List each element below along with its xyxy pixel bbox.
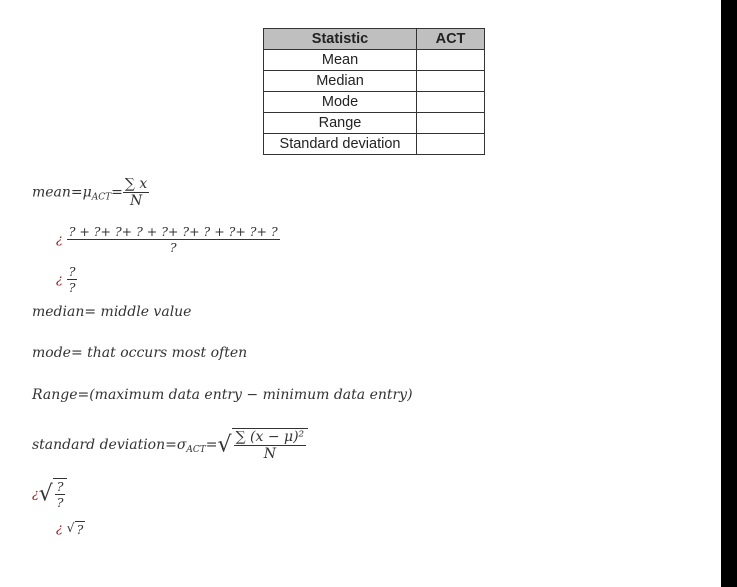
mean-denominator: N — [129, 193, 143, 209]
mean-formula: $mean=\mu_{ACT}=$ $\frac{\sum x}{N}$ — [32, 176, 148, 209]
mean-step2 — [56, 264, 77, 295]
act-subscript: ACT — [186, 445, 206, 455]
sd-step1-denominator: ? — [56, 495, 64, 510]
sd-step1-numerator: ? — [56, 479, 64, 494]
inverted-question: ¿ — [32, 485, 39, 501]
median-formula: median= middle value — [32, 304, 192, 320]
step1-denominator: ? — [169, 240, 177, 255]
statistics-table — [263, 28, 485, 155]
sd-lhs: standard deviation=σ — [32, 437, 187, 453]
range-formula: Range=(maximum data entry − minimum data entry) — [32, 387, 413, 403]
step2-numerator: ? — [68, 264, 76, 279]
inverted-question: ¿ — [56, 231, 63, 246]
stat-label: Median — [264, 71, 417, 92]
inverted-question: ¿ — [56, 520, 63, 535]
sd-denominator: N — [263, 446, 276, 462]
stat-label: Mean — [264, 50, 417, 71]
window-edge — [721, 0, 737, 587]
sd-formula: standard $deviation=\sigma_{ACT}=√$ $\frac{\text{∑ (x − μ)²}}{N}$ — [32, 428, 308, 462]
inverted-question: ¿ — [56, 271, 63, 286]
step1-numerator: ? + ?+ ?+ ? + ?+ ?+ ? + ?+ ?+ ? — [68, 224, 278, 239]
stat-value[interactable] — [417, 113, 485, 134]
stat-label: Mode — [264, 92, 417, 113]
stat-label: Standard deviation — [264, 134, 417, 155]
mean-step1 — [56, 224, 280, 255]
sd-step2: ¿ √ ? — [56, 520, 84, 537]
header-act: ACT — [417, 29, 485, 50]
stat-value[interactable] — [417, 134, 485, 155]
sqrt-icon: √ — [38, 481, 53, 507]
act-subscript: ACT — [91, 192, 112, 203]
stat-label: Range — [264, 113, 417, 134]
sd-step2-value: ? — [76, 521, 84, 537]
stat-value[interactable] — [417, 71, 485, 92]
header-statistic: Statistic — [264, 29, 417, 50]
sd-numerator: ∑ (x − μ)² — [235, 429, 305, 445]
mean-numerator: ∑ x — [124, 176, 148, 192]
step2-denominator: ? — [68, 280, 76, 295]
stat-value[interactable] — [417, 50, 485, 71]
sqrt-icon: √ — [217, 432, 232, 458]
stat-value[interactable] — [417, 92, 485, 113]
mode-formula: mode= that occurs most often — [32, 345, 248, 361]
sd-step1 — [32, 478, 67, 510]
mean-lhs: mean=μ — [32, 184, 92, 201]
